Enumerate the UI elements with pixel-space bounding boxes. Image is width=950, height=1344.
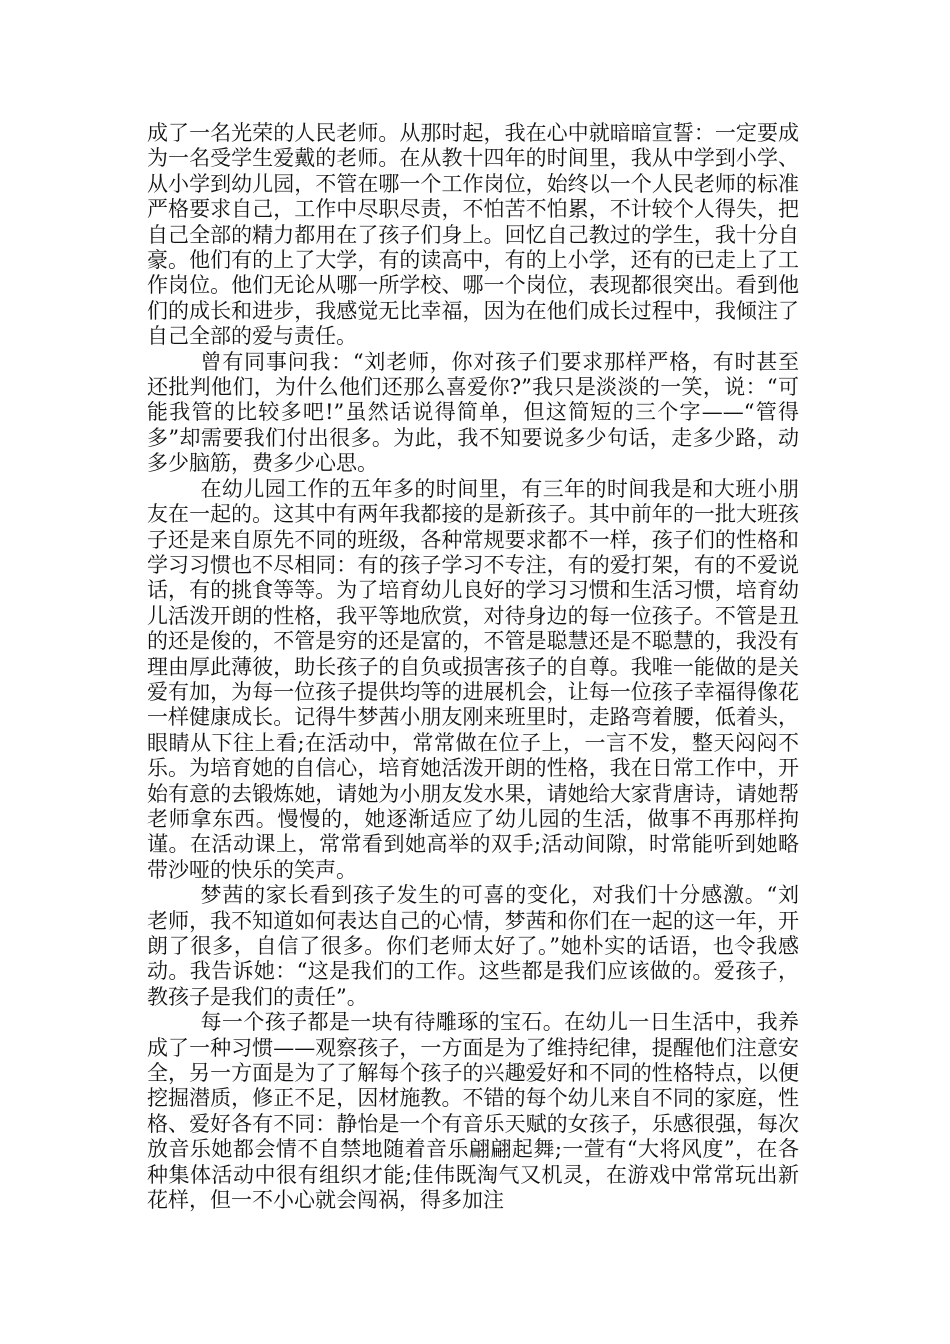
body-text xyxy=(147,121,799,1213)
paragraph-5: 每一个孩子都是一块有待雕琢的宝石。在幼儿一日生活中，我养成了一种习惯——观察孩子，一方面是为了维持纪律，提醒他们注意安全，另一方面是为了了解每个孩子的兴趣爱好和不同的性格特点，以便挖掘潜质，修正不足，因材施教。不错的每个幼儿来自不同的家庭，性格、爱好各有不同：静怡是一个有音乐天赋的女孩子，乐感很强，每次放音乐她都会情不自禁地随着音乐翩翩起舞;一萱有“大将风度”，在各种集体活动中很有组织才能;佳伟既淘气又机灵，在游戏中常常玩出新花样，但一不小心就会闯祸，得多加注 xyxy=(147,1010,799,1213)
paragraph-1: 成了一名光荣的人民老师。从那时起，我在心中就暗暗宣誓：一定要成为一名受学生爱戴的老师。在从教十四年的时间里，我从中学到小学、从小学到幼儿园，不管在哪一个工作岗位，始终以一个人民老师的标准严格要求自己，工作中尽职尽责，不怕苦不怕累，不计较个人得失，把自己全部的精力都用在了孩子们身上。回忆自己教过的学生，我十分自豪。他们有的上了大学，有的读高中，有的上小学，还有的已走上了工作岗位。他们无论从哪一所学校、哪一个岗位，表现都很突出。看到他们的成长和进步，我感觉无比幸福，因为在他们成长过程中，我倾注了自己全部的爱与责任。 xyxy=(147,121,799,349)
paragraph-2: 曾有同事问我：“刘老师，你对孩子们要求那样严格，有时甚至还批判他们，为什么他们还那么喜爱你?”我只是淡淡的一笑，说：“可能我管的比较多吧!”虽然话说得简单，但这简短的三个字——“管得多”却需要我们付出很多。为此，我不知要说多少句话，走多少路，动多少脑筋，费多少心思。 xyxy=(147,349,799,476)
paragraph-4: 梦茜的家长看到孩子发生的可喜的变化，对我们十分感激。“刘老师，我不知道如何表达自己的心情，梦茜和你们在一起的这一年，开朗了很多，自信了很多。你们老师太好了。”她朴实的话语，也令我感动。我告诉她：“这是我们的工作。这些都是我们应该做的。爱孩子，教孩子是我们的责任”。 xyxy=(147,883,799,1009)
paragraph-3: 在幼儿园工作的五年多的时间里，有三年的时间我是和大班小朋友在一起的。这其中有两年我都接的是新孩子。其中前年的一批大班孩子还是来自原先不同的班级，各种常规要求都不一样，孩子们的性格和学习习惯也不尽相同：有的孩子学习不专注，有的爱打架，有的不爱说话，有的挑食等等。为了培育幼儿良好的学习习惯和生活习惯，培育幼儿活泼开朗的性格，我平等地欣赏，对待身边的每一位孩子。不管是丑的还是俊的，不管是穷的还是富的，不管是聪慧还是不聪慧的，我没有理由厚此薄彼，助长孩子的自负或损害孩子的自尊。我唯一能做的是关爱有加，为每一位孩子提供均等的进展机会，让每一位孩子幸福得像花一样健康成长。记得牛梦茜小朋友刚来班里时，走路弯着腰，低着头，眼睛从下往上看;在活动中，常常做在位子上，一言不发，整天闷闷不乐。为培育她的自信心，培育她活泼开朗的性格，我在日常工作中，开始有意的去锻炼她，请她为小朋友发水果，请她给大家背唐诗，请她帮老师拿东西。慢慢的，她逐渐适应了幼儿园的生活，做事不再那样拘谨。在活动课上，常常看到她高举的双手;活动间隙，时常能听到她略带沙哑的快乐的笑声。 xyxy=(147,476,799,882)
